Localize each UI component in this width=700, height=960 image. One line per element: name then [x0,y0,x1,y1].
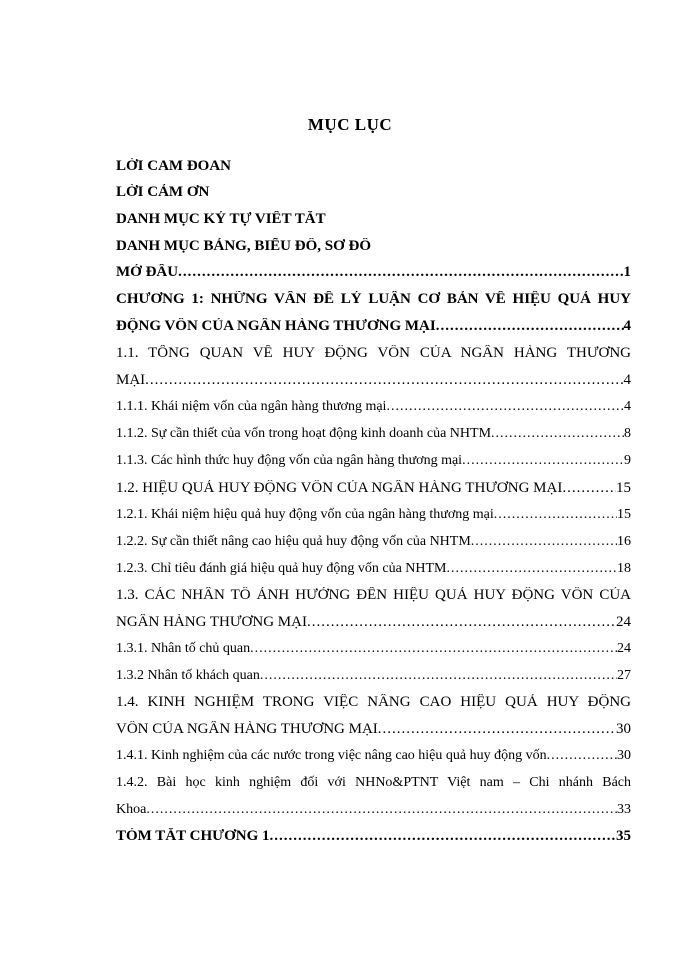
toc-entry-1-3-line1[interactable]: 1.3. CÁC NHÂN TỐ ẢNH HƯỞNG ĐẾN HIỆU QUẢ HUY ĐỘNG VỐN CỦA [116,587,631,603]
toc-leader-dots [250,641,617,657]
toc-entry-text: 1.2. HIỆU QUẢ HUY ĐỘNG VỐN CỦA NGÂN HÀNG THƯƠNG MẠI [116,480,563,496]
toc-entry-page: 4 [623,318,631,334]
toc-entry-page: 27 [617,668,631,683]
toc-entry-text: 1.1.1. Khái niệm vốn của ngân hàng thương mại [116,399,387,414]
toc-entry-text: 1.3.2 Nhân tố khách quan [116,668,260,683]
toc-entry-text: NGÂN HÀNG THƯƠNG MẠI [116,614,307,630]
toc-leader-dots [462,453,624,469]
toc-entry-text: 1.2.3. Chỉ tiêu đánh giá hiệu quả huy động vốn của NHTM [116,561,447,576]
toc-entry-text: MẠI [116,372,146,388]
toc-entry-page: 35 [616,828,631,844]
toc-entry-text: 1.2.2. Sự cần thiết nâng cao hiệu quả huy động vốn của NHTM [116,534,471,549]
toc-leader-dots [471,534,617,550]
toc-entry-chapter1-line2[interactable] [116,318,631,335]
toc-leader-dots [178,264,623,281]
toc-leader-dots [145,372,623,389]
toc-entry-page: 1 [623,264,631,280]
toc-leader-dots [447,561,617,577]
toc-entry-1-3-2[interactable] [116,668,631,684]
toc-entry-page: 24 [616,614,631,630]
toc-entry-1-2-1[interactable] [116,507,631,523]
toc-entry-1-1-line1[interactable]: 1.1. TỔNG QUAN VỀ HUY ĐỘNG VỐN CỦA NGÂN HÀNG THƯƠNG [116,345,631,361]
toc-leader-dots [307,614,616,631]
toc-entry-summary[interactable] [116,828,631,845]
toc-entry-mo-dau[interactable] [116,264,631,281]
toc-leader-dots [562,480,616,497]
toc-front-danh-muc-bang[interactable]: DANH MỤC BẢNG, BIỂU ĐỒ, SƠ ĐỒ [116,238,372,254]
toc-entry-text: TÓM TẮT CHƯƠNG 1 [116,828,270,844]
toc-entry-1-3-1[interactable] [116,641,631,657]
toc-entry-page: 4 [624,399,631,414]
toc-leader-dots [270,828,617,845]
toc-entry-1-2[interactable] [116,480,631,497]
toc-entry-text: MỞ ĐẦU [116,264,179,280]
toc-leader-dots [491,426,624,442]
toc-entry-1-3-line2[interactable] [116,614,631,631]
toc-entry-text: 1.1.2. Sự cần thiết của vốn trong hoạt động kinh doanh của NHTM [116,426,492,441]
toc-entry-page: 8 [624,426,631,441]
toc-entry-page: 16 [617,534,631,549]
toc-leader-dots [146,802,617,818]
toc-entry-1-4-line2[interactable] [116,721,631,738]
toc-entry-1-1-3[interactable] [116,453,631,469]
toc-entry-page: 9 [624,453,631,468]
toc-entry-1-2-3[interactable] [116,561,631,577]
toc-entry-page: 15 [616,480,631,496]
toc-entry-1-1-2[interactable] [116,426,631,442]
toc-entry-page: 18 [617,561,631,576]
toc-entry-1-4-2-line1[interactable]: 1.4.2. Bài học kinh nghiệm đối với NHNo&PTNT Việt nam – Chi nhánh Bách [116,775,631,790]
toc-front-loi-cam-doan[interactable]: LỜI CAM ĐOAN [116,158,231,174]
toc-front-loi-cam-on[interactable]: LỜI CẢM ƠN [116,184,210,200]
toc-front-danh-muc-ky-tu[interactable]: DANH MỤC KÝ TỰ VIẾT TẮT [116,211,326,227]
toc-entry-1-4-1[interactable] [116,748,631,764]
toc-entry-text: 1.3.1. Nhân tố chủ quan [116,641,251,656]
toc-entry-text: Khoa [116,802,147,817]
toc-entry-1-4-line1[interactable]: 1.4. KINH NGHIỆM TRONG VIỆC NÂNG CAO HIỆU QUẢ HUY ĐỘNG [116,694,631,710]
toc-entry-1-1-line2[interactable] [116,372,631,389]
toc-entry-chapter1-line1[interactable]: CHƯƠNG 1: NHỮNG VẤN ĐỀ LÝ LUẬN CƠ BẢN VỀ HIỆU QUẢ HUY [116,291,631,307]
toc-title: MỤC LỤC [307,115,393,134]
toc-entry-page: 30 [616,721,631,737]
toc-leader-dots [436,318,624,335]
toc-leader-dots [494,507,617,523]
toc-entry-text: 1.1.3. Các hình thức huy động vốn của ngân hàng thương mại [116,453,463,468]
toc-entry-page: 30 [617,748,631,763]
toc-leader-dots [378,721,616,738]
toc-entry-text: 1.2.1. Khái niệm hiệu quả huy động vốn của ngân hàng thương mại [116,507,494,522]
toc-leader-dots [547,748,617,764]
toc-entry-text: VỐN CỦA NGÂN HÀNG THƯƠNG MẠI [116,721,378,737]
toc-entry-page: 33 [617,802,631,817]
toc-entry-1-2-2[interactable] [116,534,631,550]
toc-entry-1-4-2-line2[interactable] [116,802,631,818]
toc-entry-page: 24 [617,641,631,656]
toc-leader-dots [386,399,624,415]
toc-entry-text: 1.4.1. Kinh nghiệm của các nước trong việc nâng cao hiệu quả huy động vốn [116,748,547,763]
toc-entry-page: 4 [623,372,631,388]
toc-entry-text: ĐỘNG VỐN CỦA NGÂN HÀNG THƯƠNG MẠI [116,318,436,334]
toc-leader-dots [260,668,617,684]
toc-entry-page: 15 [617,507,631,522]
toc-entry-1-1-1[interactable] [116,399,631,415]
